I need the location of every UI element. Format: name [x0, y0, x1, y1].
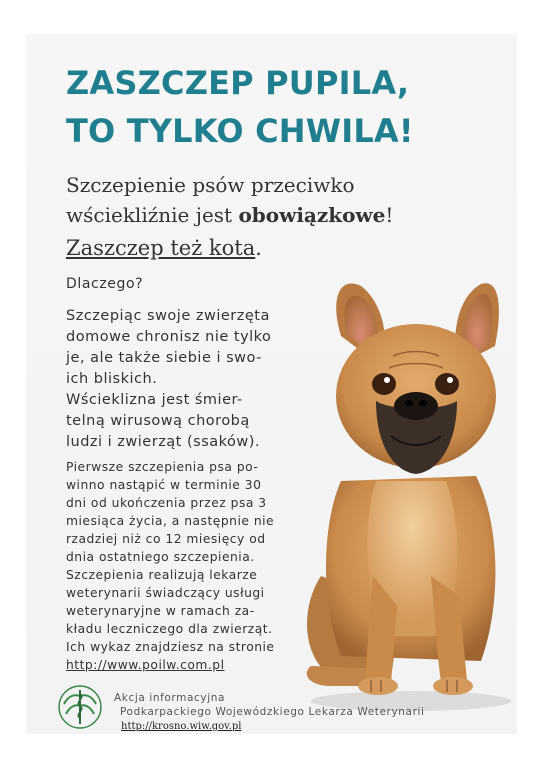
paragraph-reasons: [66, 306, 298, 453]
p1-line: ludzi i zwierząt (ssaków).: [66, 434, 261, 450]
p3-line: kładu leczniczego dla zwierząt.: [66, 622, 273, 636]
why-heading: Dlaczego?: [66, 276, 144, 292]
cat-punct: .: [255, 236, 262, 260]
paragraph-schedule: [66, 458, 294, 566]
p3-line: weterynaryjne w ramach za-: [66, 604, 255, 618]
p1-line: Wścieklizna jest śmier-: [66, 392, 243, 408]
footer-campaign: Akcja informacyjna: [114, 692, 226, 704]
lead-line-1: Szczepienie psów przeciwko: [66, 173, 355, 197]
headline-line-2: TO TYLKO CHWILA!: [66, 112, 414, 150]
lead-line-2: wściekliźnie jest: [66, 203, 239, 227]
cat-text: Zaszczep też kota: [66, 236, 256, 260]
p1-line: domowe chronisz nie tylko: [66, 329, 272, 345]
p2-line: dnia ostatniego szczepienia.: [66, 550, 255, 564]
lead-end: !: [385, 203, 394, 227]
veterinary-caduceus-icon: [56, 684, 104, 730]
p2-line: miesiąca życia, a następnie nie: [66, 514, 275, 528]
p3-line: Ich wykaz znajdziesz na stronie: [66, 640, 275, 654]
french-bulldog-image: [281, 276, 517, 716]
footer-authority: Podkarpackiego Wojewódzkiego Lekarza Weterynarii: [120, 706, 425, 718]
p1-line: je, ale także siebie i swo-: [66, 350, 262, 366]
p2-line: Pierwsze szczepienia psa po-: [66, 460, 259, 474]
p1-line: Szczepiąc swoje zwierzęta: [66, 308, 270, 324]
lead-text: [66, 170, 486, 230]
vets-list-link[interactable]: http://www.poilw.com.pl: [66, 658, 225, 672]
p3-line: Szczepienia realizują lekarze: [66, 568, 258, 582]
p3-line: weterynarii świadczący usługi: [66, 586, 265, 600]
cat-callout: [66, 236, 262, 260]
headline-line-1: ZASZCZEP PUPILA,: [66, 64, 410, 102]
footer-link[interactable]: http://krosno.wiw.gov.pl: [121, 721, 242, 732]
p2-line: rzadziej niż co 12 miesięcy od: [66, 532, 266, 546]
p1-line: ich bliskich.: [66, 371, 158, 387]
paragraph-vets: [66, 566, 302, 674]
p1-line: telną wirusową chorobą: [66, 413, 250, 429]
poster: [26, 34, 517, 734]
p2-line: winno nastąpić w terminie 30: [66, 478, 262, 492]
lead-bold: obowiązkowe: [238, 203, 386, 227]
p2-line: dni od ukończenia przez psa 3: [66, 496, 267, 510]
